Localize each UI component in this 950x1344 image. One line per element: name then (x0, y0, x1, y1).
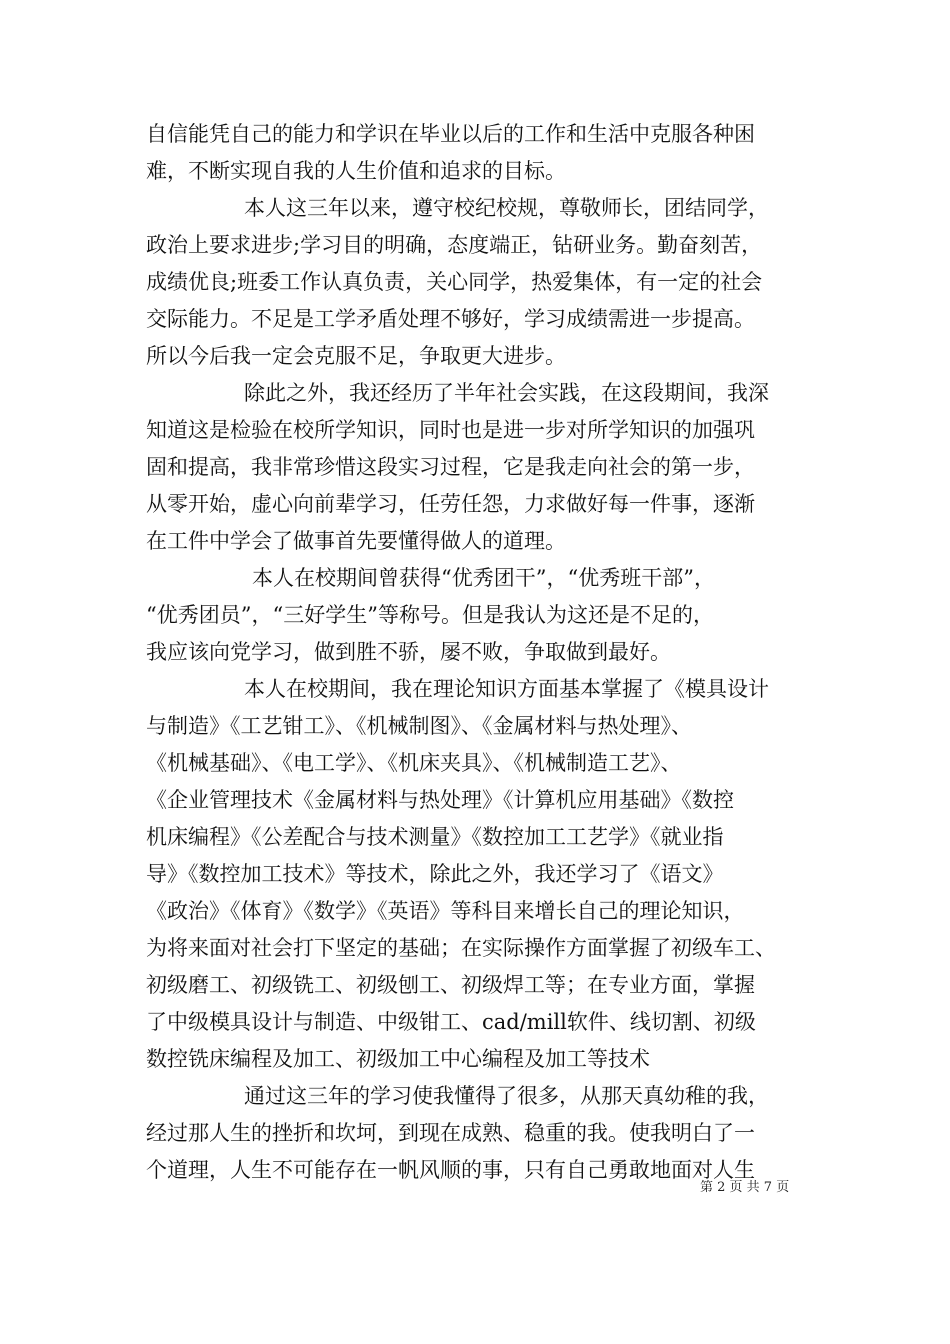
text-line: “优秀团员”，“三好学生”等称号。但是我认为这还是不足的， (146, 603, 714, 627)
text-line: 在工件中学会了做事首先要懂得做人的道理。 (146, 529, 566, 553)
text-line: 从零开始，虚心向前辈学习，任劳任怨，力求做好每一件事，逐渐 (146, 492, 755, 516)
text-line: 政治上要求进步;学习目的明确，态度端正，钻研业务。勤奋刻苦， (146, 233, 763, 257)
text-line: 自信能凭自己的能力和学识在毕业以后的工作和生活中克服各种困 (146, 122, 755, 146)
page-footer: 第 2 页 共 7 页 (700, 1180, 790, 1195)
paragraph-start: 本人这三年以来，遵守校纪校规，尊敬师长，团结同学， (244, 196, 769, 220)
text-line: 数控铣床编程及加工、初级加工中心编程及加工等技术 (146, 1047, 650, 1071)
paragraph-start: 本人在校期间曾获得“优秀团干”，“优秀班干部”， (252, 566, 715, 590)
paragraph-start: 通过这三年的学习使我懂得了很多，从那天真幼稚的我， (244, 1084, 769, 1108)
text-line: 个道理，人生不可能存在一帆风顺的事，只有自己勇敢地面对人生 (146, 1158, 755, 1182)
text-line: 经过那人生的挫折和坎坷，到现在成熟、稳重的我。使我明白了一 (146, 1121, 755, 1145)
text-line: 难，不断实现自我的人生价值和追求的目标。 (146, 159, 566, 183)
text-line: 导》《数控加工技术》等技术，除此之外，我还学习了《语文》 (146, 862, 724, 886)
text-line: 《政治》《体育》《数学》《英语》等科目来增长自己的理论知识， (146, 899, 745, 923)
text-line: 了中级模具设计与制造、中级钳工、cad/mill软件、线切割、初级 (146, 1010, 756, 1034)
text-line: 知道这是检验在校所学知识，同时也是进一步对所学知识的加强巩 (146, 418, 755, 442)
paragraph-start: 除此之外，我还经历了半年社会实践，在这段期间，我深 (244, 381, 769, 405)
text-line: 我应该向党学习，做到胜不骄，屡不败，争取做到最好。 (146, 640, 671, 664)
text-line: 初级磨工、初级铣工、初级刨工、初级焊工等；在专业方面，掌握 (146, 973, 755, 997)
body-text (146, 116, 826, 1189)
text-line: 为将来面对社会打下坚定的基础；在实际操作方面掌握了初级车工、 (146, 936, 776, 960)
text-line: 固和提高，我非常珍惜这段实习过程，它是我走向社会的第一步， (146, 455, 755, 479)
text-line: 与制造》《工艺钳工》、《机械制图》、《金属材料与热处理》、 (146, 714, 692, 738)
text-line: 所以今后我一定会克服不足，争取更大进步。 (146, 344, 566, 368)
paragraph-start: 本人在校期间，我在理论知识方面基本掌握了《模具设计 (244, 677, 769, 701)
text-line: 成绩优良;班委工作认真负责，关心同学，热爱集体，有一定的社会 (146, 270, 763, 294)
text-line: 机床编程》《公差配合与技术测量》《数控加工工艺学》《就业指 (146, 825, 724, 849)
text-line: 交际能力。不足是工学矛盾处理不够好，学习成绩需进一步提高。 (146, 307, 755, 331)
text-line: 《机械基础》、《电工学》、《机床夹具》、《机械制造工艺》、 (146, 751, 682, 775)
text-line: 《企业管理技术《金属材料与热处理》《计算机应用基础》《数控 (146, 788, 734, 812)
